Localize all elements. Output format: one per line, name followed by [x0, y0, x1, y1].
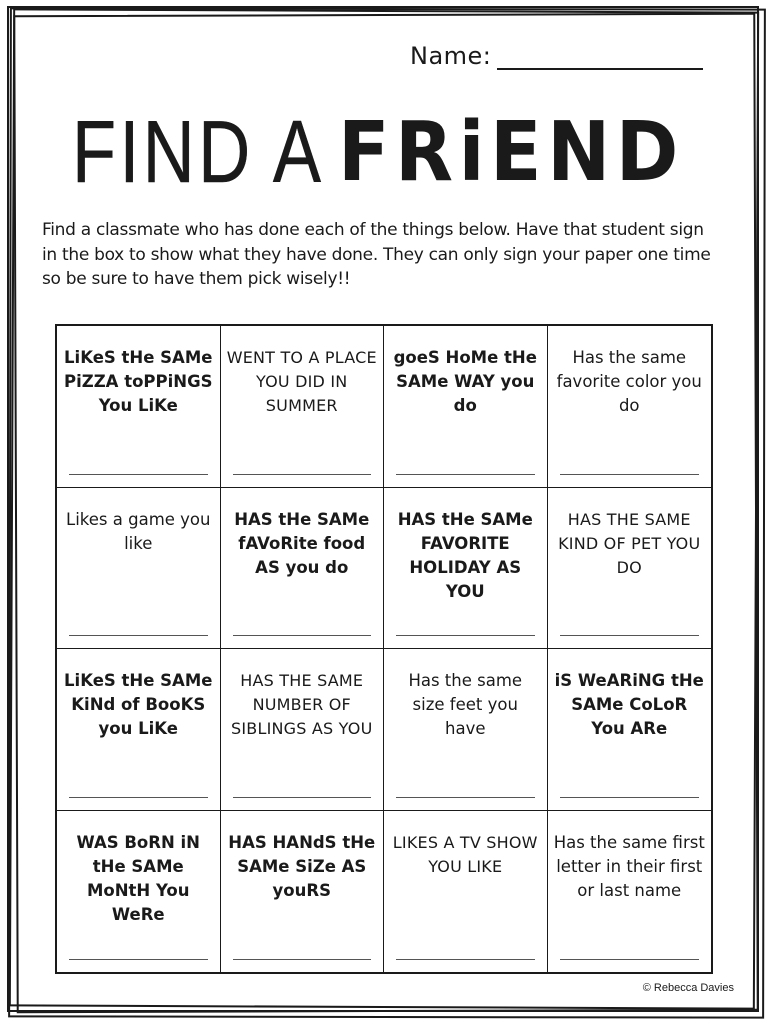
grid-cell [57, 488, 221, 650]
signature-line[interactable] [233, 635, 372, 636]
grid-cell [384, 649, 548, 811]
grid-cell-prompt: Has the same size feet you have [408, 671, 523, 738]
grid-cell-prompt: Has the same first letter in their first or last name [553, 832, 705, 900]
signature-line[interactable] [396, 959, 535, 960]
grid-cell [548, 488, 712, 650]
name-blank-line[interactable] [497, 44, 703, 70]
grid-cell [221, 488, 385, 650]
grid-cell [221, 326, 385, 488]
signature-line[interactable] [396, 474, 535, 475]
title-part-1: FIND A [72, 102, 325, 201]
grid-cell-prompt: WAS BoRN iN tHe SAMe MoNtH You WeRe [76, 832, 200, 924]
grid-cell [384, 811, 548, 973]
copyright-text: © Rebecca Davies [642, 982, 734, 994]
grid-cell-prompt: Likes a game you like [66, 509, 211, 553]
grid-cell-prompt: iS WeARiNG tHe SAMe CoLoR You ARe [554, 671, 704, 738]
grid-cell-prompt: LiKeS tHe SAMe PiZZA toPPiNGS You LiKe [64, 348, 213, 415]
name-label: Name: [410, 42, 492, 70]
signature-line[interactable] [69, 474, 208, 475]
signature-line[interactable] [560, 635, 700, 636]
grid-cell [57, 811, 221, 973]
grid-cell [384, 326, 548, 488]
signature-line[interactable] [233, 797, 372, 798]
signature-line[interactable] [69, 959, 208, 960]
grid-cell-prompt: HAS HANdS tHe SAMe SiZe AS youRS [228, 832, 376, 900]
signature-line[interactable] [560, 474, 700, 475]
grid-cell-prompt: LIKES A TV SHOW YOU LIKE [392, 832, 538, 876]
signature-line[interactable] [560, 797, 700, 798]
grid-cell-prompt: HAS THE SAME NUMBER OF SIBLINGS AS YOU [231, 671, 373, 738]
signature-line[interactable] [233, 959, 372, 960]
grid-cell [57, 649, 221, 811]
grid-cell [548, 649, 712, 811]
grid-cell-prompt: HAS tHe SAMe FAVORITE HOLIDAY AS YOU [397, 509, 533, 601]
signature-line[interactable] [396, 797, 535, 798]
grid-cell [384, 488, 548, 650]
grid-cell-prompt: HAS tHe SAMe fAVoRite food AS you do [234, 509, 370, 577]
instructions-text: Find a classmate who has done each of the things below. Have that student sign in the box to show what they have done. They can only sign your paper one time so be sure to have them pick wisely!! [42, 220, 711, 289]
signature-line[interactable] [69, 797, 208, 798]
name-field [410, 42, 703, 70]
grid-cell-prompt: WENT TO A PLACE YOU DID IN SUMMER [226, 348, 377, 415]
page-title [72, 92, 712, 212]
grid-cell [221, 811, 385, 973]
grid-cell-prompt: LiKeS tHe SAMe KiNd of BooKS you LiKe [64, 671, 213, 738]
title-part-2: FRiEND [338, 104, 684, 200]
signature-line[interactable] [69, 635, 208, 636]
grid-cell [548, 326, 712, 488]
signature-line[interactable] [560, 959, 700, 960]
grid-cell-prompt: goeS HoMe tHe SAMe WAY you do [393, 348, 537, 415]
grid-cell-prompt: Has the same favorite color you do [556, 348, 702, 415]
grid-cell [221, 649, 385, 811]
bingo-grid [55, 324, 713, 974]
grid-cell [548, 811, 712, 973]
grid-cell-prompt: HAS THE SAME KIND OF PET YOU DO [558, 509, 701, 577]
grid-cell [57, 326, 221, 488]
signature-line[interactable] [233, 474, 372, 475]
signature-line[interactable] [396, 635, 535, 636]
